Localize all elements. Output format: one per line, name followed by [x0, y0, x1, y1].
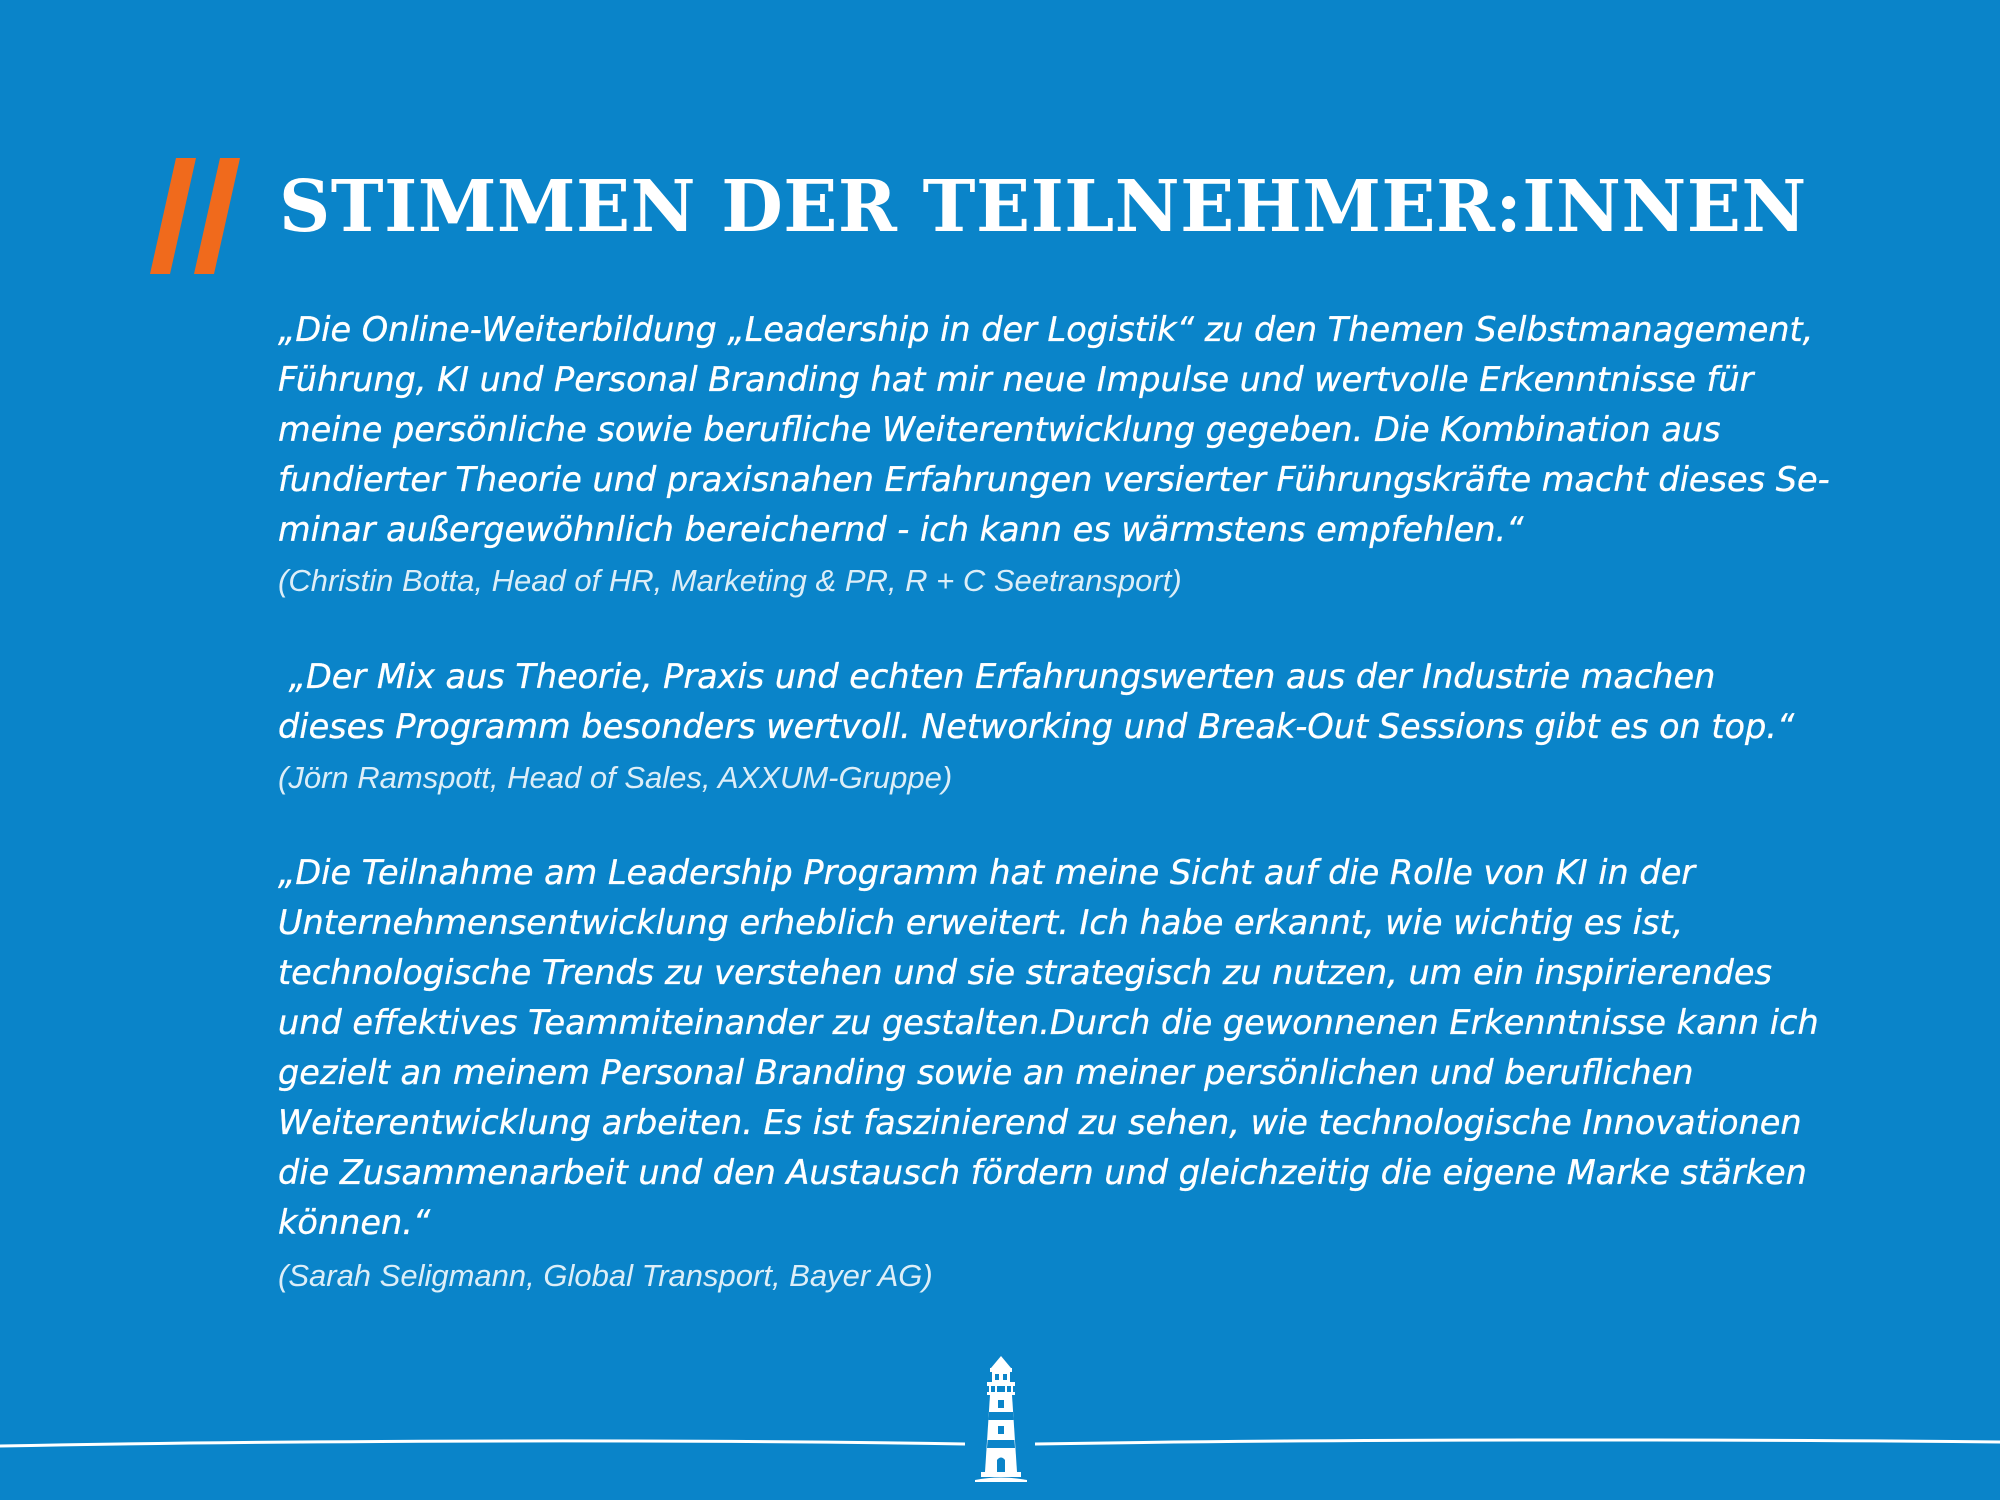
- shoreline-left: [0, 1441, 965, 1446]
- quote-line: und effektives Teammiteinander zu gestalten.Durch die gewonnenen Erkenntnisse kann ich: [278, 1003, 1819, 1042]
- testimonial-quote-2: [278, 652, 1848, 752]
- testimonial-attribution-2: (Jörn Ramspott, Head of Sales, AXXUM-Gruppe): [278, 760, 953, 795]
- testimonial-quote-1: [278, 305, 1848, 555]
- quote-line: Führung, KI und Personal Branding hat mir neue Impulse und wertvolle Erkenntnisse für: [278, 360, 1754, 399]
- quote-line: fundierter Theorie und praxisnahen Erfahrungen versierter Führungskräfte macht dieses Se-: [278, 460, 1830, 499]
- page-title: STIMMEN DER TEILNEHMER:INNEN: [279, 164, 1807, 248]
- double-slash-icon: [150, 158, 246, 274]
- quote-line: technologische Trends zu verstehen und sie strategisch zu nutzen, um ein inspirierendes: [278, 953, 1772, 992]
- quote-line: „Die Online-Weiterbildung „Leadership in der Logistik“ zu den Themen Selbstmanagement,: [278, 310, 1814, 349]
- testimonial-quote-3: [278, 848, 1848, 1248]
- quote-line: Unternehmensentwicklung erheblich erweitert. Ich habe erkannt, wie wichtig es ist,: [278, 903, 1684, 942]
- testimonial-attribution-3: (Sarah Seligmann, Global Transport, Bayer AG): [278, 1258, 933, 1293]
- testimonial-attribution-1: (Christin Botta, Head of HR, Marketing & PR, R + C Seetransport): [278, 563, 1182, 598]
- quote-line: meine persönliche sowie berufliche Weiterentwicklung gegeben. Die Kombination aus: [278, 410, 1721, 449]
- slash-left: [150, 158, 196, 274]
- quote-line: „Die Teilnahme am Leadership Programm hat meine Sicht auf die Rolle von KI in der: [278, 853, 1696, 892]
- lighthouse-icon: [975, 1354, 1027, 1484]
- shoreline-right: [1035, 1440, 2000, 1444]
- quote-line: dieses Programm besonders wertvoll. Networking und Break-Out Sessions gibt es on top.“: [278, 707, 1795, 746]
- quote-line: gezielt an meinem Personal Branding sowie an meiner persönlichen und beruflichen: [278, 1053, 1694, 1092]
- quote-line: minar außergewöhnlich bereichernd - ich kann es wärmstens empfehlen.“: [278, 510, 1524, 549]
- quote-line: „Der Mix aus Theorie, Praxis und echten Erfahrungswerten aus der Industrie machen: [278, 657, 1716, 696]
- quote-line: die Zusammenarbeit und den Austausch fördern und gleichzeitig die eigene Marke stärken: [278, 1153, 1807, 1192]
- slash-right: [194, 158, 240, 274]
- quote-line: Weiterentwicklung arbeiten. Es ist faszinierend zu sehen, wie technologische Innovationen: [278, 1103, 1802, 1142]
- quote-line: können.“: [278, 1203, 431, 1242]
